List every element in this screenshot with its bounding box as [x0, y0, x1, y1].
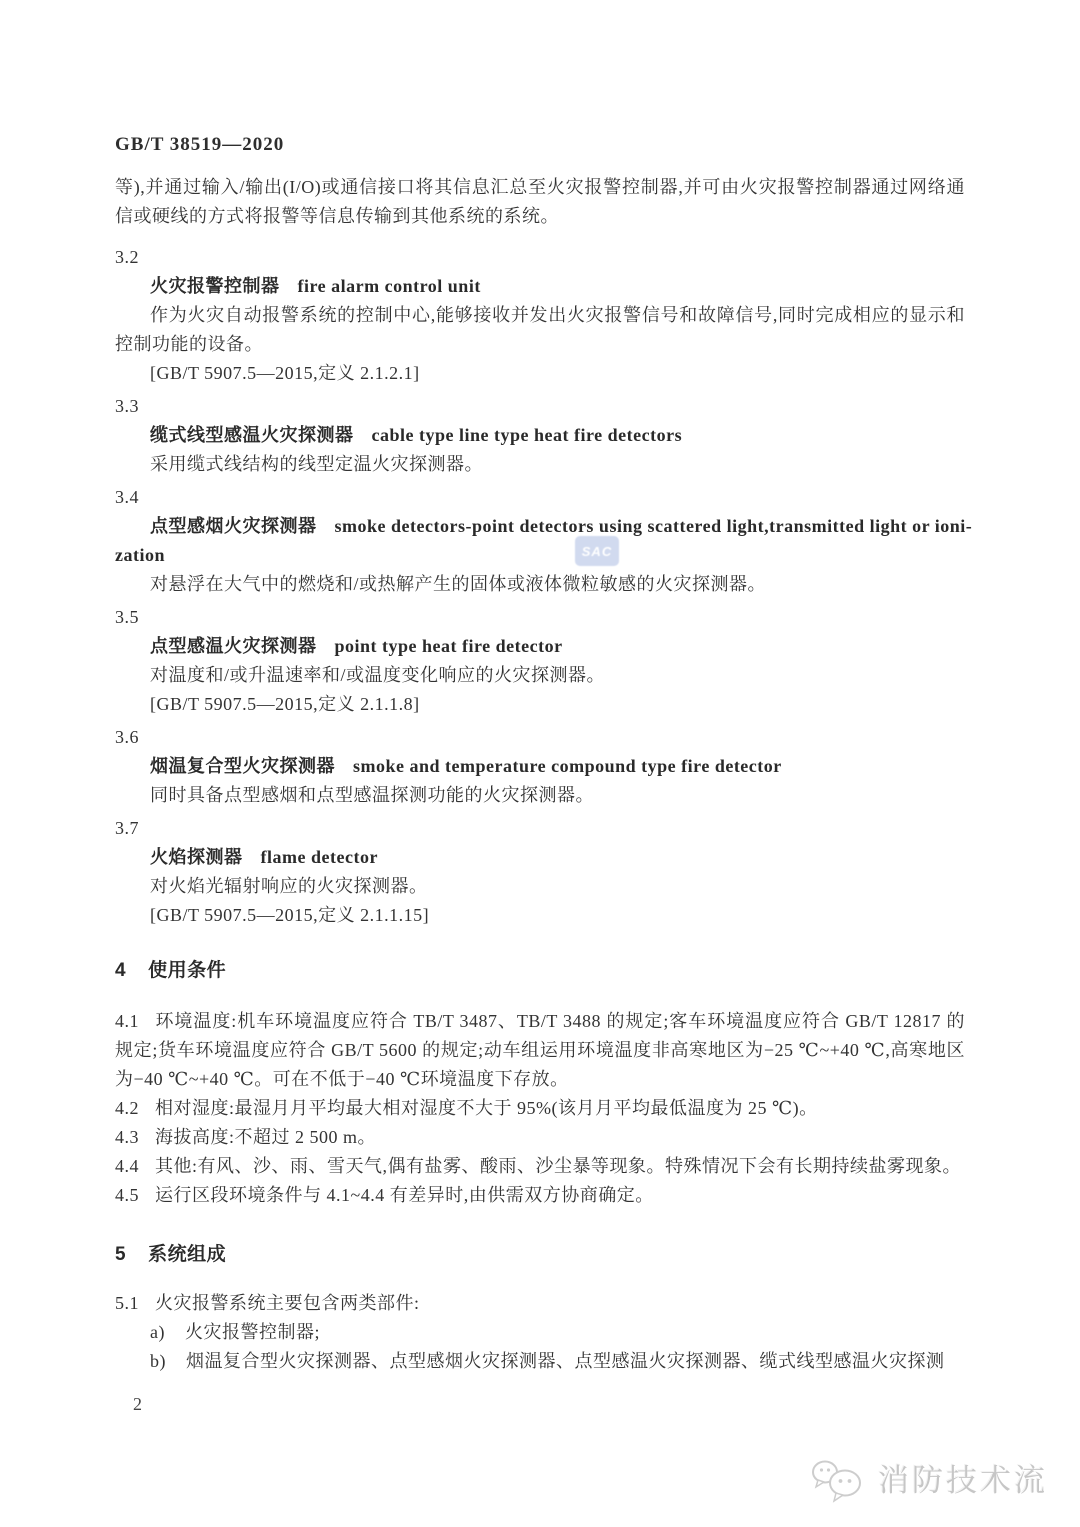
term-zh-label: 烟温复合型火灾探测器 — [150, 756, 335, 776]
term-definition: 对悬浮在大气中的燃烧和/或热解产生的固体或液体微粒敏感的火灾探测器。 — [150, 574, 766, 594]
term-zh-label: 缆式线型感温火灾探测器 — [150, 425, 354, 445]
term-en-label: cable type line type heat fire detectors — [371, 425, 683, 445]
term-title — [115, 272, 965, 301]
list-marker: b) — [150, 1351, 166, 1371]
term-3-6 — [115, 723, 965, 810]
clause-4-1 — [115, 1007, 965, 1094]
clause-text: 运行区段环境条件与 4.1~4.4 有差异时,由供需双方协商确定。 — [155, 1185, 654, 1205]
page-number: 2 — [133, 1394, 143, 1414]
brand-watermark-text: 消防技术流 — [878, 1462, 1048, 1498]
term-title — [115, 512, 973, 541]
term-source: [GB/T 5907.5—2015,定义 2.1.1.8] — [150, 694, 420, 714]
term-definition: 对温度和/或升温速率和/或温度变化响应的火灾探测器。 — [150, 665, 605, 685]
wechat-bubbles-icon — [810, 1457, 868, 1503]
term-title — [115, 421, 965, 450]
clause-number: 4.2 — [115, 1098, 139, 1118]
sac-stamp-watermark: SAC — [575, 536, 619, 566]
list-item-b — [115, 1347, 965, 1376]
term-3-4 — [115, 483, 973, 599]
term-zh-label: 火灾报警控制器 — [150, 276, 280, 296]
clause-number: 4.4 — [115, 1156, 139, 1176]
clause-text: 环境温度:机车环境温度应符合 TB/T 3487、TB/T 3488 的规定;客车环境温度应符合 GB/T 12817 的规定;货车环境温度应符合 GB/T 5600 的规定;动车组运用环境温度非高寒地区为−25 ℃~+40 ℃,高寒地区为−40 ℃~+40 ℃。可在不低于−40 ℃环境温度下存放。 — [115, 1011, 965, 1089]
clause-number: 5.1 — [115, 1293, 139, 1313]
term-3-2 — [115, 243, 965, 388]
section-5-heading — [115, 1240, 965, 1269]
section-number: 4 — [115, 960, 127, 981]
section-title: 使用条件 — [148, 960, 227, 981]
term-number: 3.2 — [115, 247, 139, 267]
term-definition: 对火焰光辐射响应的火灾探测器。 — [150, 876, 428, 896]
list-marker: a) — [150, 1322, 165, 1342]
section-4-heading — [115, 956, 965, 985]
term-title — [115, 632, 965, 661]
clause-5-1 — [115, 1289, 965, 1318]
clause-text: 火灾报警系统主要包含两类部件: — [155, 1293, 420, 1313]
term-en-label: fire alarm control unit — [297, 276, 481, 296]
term-number: 3.6 — [115, 727, 139, 747]
clause-number: 4.3 — [115, 1127, 139, 1147]
clause-4-3 — [115, 1123, 965, 1152]
clause-text: 海拔高度:不超过 2 500 m。 — [155, 1127, 377, 1147]
clause-4-5 — [115, 1181, 965, 1210]
standard-number-header: GB/T 38519—2020 — [115, 134, 285, 155]
term-3-5 — [115, 603, 965, 719]
term-title — [115, 843, 965, 872]
term-definition: 同时具备点型感烟和点型感温探测功能的火灾探测器。 — [150, 785, 594, 805]
term-definition: 采用缆式线结构的线型定温火灾探测器。 — [150, 454, 483, 474]
term-number: 3.3 — [115, 396, 139, 416]
term-zh-label: 点型感温火灾探测器 — [150, 636, 317, 656]
term-title — [115, 752, 965, 781]
clause-text: 其他:有风、沙、雨、雪天气,偶有盐雾、酸雨、沙尘暴等现象。特殊情况下会有长期持续盐雾现象。 — [155, 1156, 961, 1176]
term-en-label: smoke and temperature compound type fire detector — [353, 756, 782, 776]
term-3-7 — [115, 814, 965, 930]
term-number: 3.7 — [115, 818, 139, 838]
term-definition: 作为火灾自动报警系统的控制中心,能够接收并发出火灾报警信号和故障信号,同时完成相应的显示和控制功能的设备。 — [115, 305, 965, 354]
term-en-continuation: zation — [115, 545, 165, 565]
term-zh-label: 点型感烟火灾探测器 — [150, 516, 317, 536]
clause-text: 相对湿度:最湿月月平均最大相对湿度不大于 95%(该月月平均最低温度为 25 ℃)。 — [155, 1098, 818, 1118]
term-en-label: point type heat fire detector — [334, 636, 563, 656]
section-number: 5 — [115, 1244, 127, 1265]
section-title: 系统组成 — [148, 1244, 227, 1265]
term-en-label: smoke detectors-point detectors using scattered light,transmitted light or ioni- — [334, 516, 973, 536]
term-number: 3.5 — [115, 607, 139, 627]
term-source: [GB/T 5907.5—2015,定义 2.1.2.1] — [150, 363, 420, 383]
clause-number: 4.1 — [115, 1011, 139, 1031]
term-en-label: flame detector — [260, 847, 378, 867]
list-item-a — [115, 1318, 965, 1347]
term-number: 3.4 — [115, 487, 139, 507]
term-source: [GB/T 5907.5—2015,定义 2.1.1.15] — [150, 905, 430, 925]
clause-4-2 — [115, 1094, 965, 1123]
continuation-paragraph: 等),并通过输入/输出(I/O)或通信接口将其信息汇总至火灾报警控制器,并可由火灾报警控制器通过网络通信或硬线的方式将报警等信息传输到其他系统的系统。 — [115, 177, 965, 226]
clause-4-4 — [115, 1152, 965, 1181]
term-3-3 — [115, 392, 965, 479]
term-zh-label: 火焰探测器 — [150, 847, 243, 867]
list-text: 烟温复合型火灾探测器、点型感烟火灾探测器、点型感温火灾探测器、缆式线型感温火灾探测 — [186, 1351, 945, 1371]
clause-number: 4.5 — [115, 1185, 139, 1205]
brand-watermark — [810, 1457, 1048, 1503]
list-text: 火灾报警控制器; — [184, 1322, 320, 1342]
